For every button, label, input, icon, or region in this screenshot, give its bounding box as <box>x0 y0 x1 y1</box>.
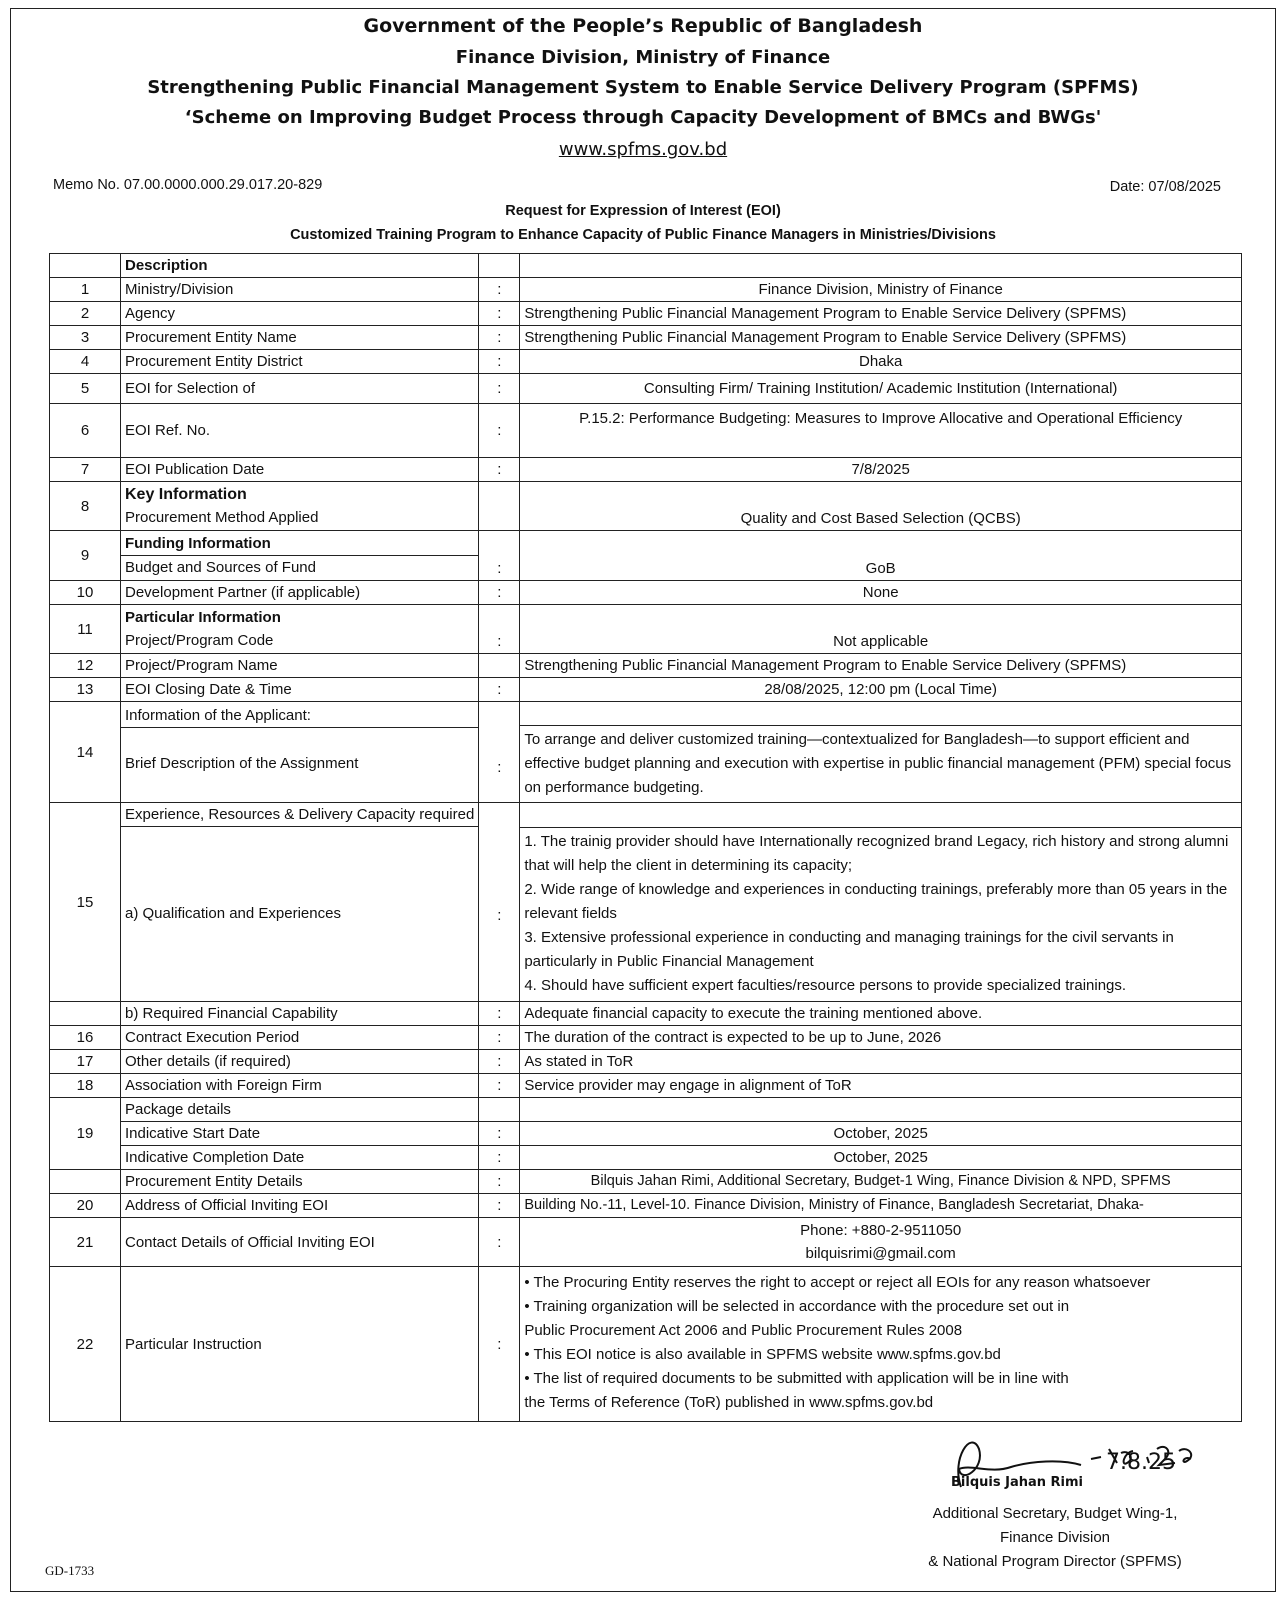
description-header: Description <box>121 254 479 278</box>
table-row: 10 Development Partner (if applicable) : None <box>50 581 1242 605</box>
eoi-table <box>49 253 1242 1422</box>
table-row: 22 Particular Instruction : • The Procuring Entity reserves the right to accept or reject all EOIs for any reason whatsoever • Training organization will be selected in accordance with the procedure set out in Public Procurement Act 2006 and Public Procurement Rules 2008 • This EOI notice is also available in SPFMS website www.spfms.gov.bd • The list of required documents to be submitted with application will be in line with the Terms of Reference (ToR) published in www.spfms.gov.bd <box>50 1267 1242 1422</box>
table-row: 19 Package details Indicative Start Date Indicative Completion Date : : October, 2025 October, 2025 <box>50 1098 1242 1170</box>
eoi-subtitle: Customized Training Program to Enhance Capacity of Public Finance Managers in Ministries/Divisions <box>290 227 996 243</box>
contact-email-link[interactable]: bilquisrimi@gmail.com <box>805 1245 956 1262</box>
footer-code: GD-1733 <box>45 1563 95 1578</box>
table-row: 3 Procurement Entity Name : Strengthening Public Financial Management Program to Enable Service Delivery (SPFMS) <box>50 326 1242 350</box>
memo-date: Date: 07/08/2025 <box>1109 179 1221 195</box>
table-row: 6 EOI Ref. No. : P.15.2: Performance Budgeting: Measures to Improve Allocative and Operational Efficiency <box>50 404 1242 458</box>
table-row: 7 EOI Publication Date : 7/8/2025 <box>50 458 1242 482</box>
table-row: 12 Project/Program Name Strengthening Public Financial Management Program to Enable Service Delivery (SPFMS) <box>50 654 1242 678</box>
table-row: 9 Funding Information Budget and Sources of Fund : GoB <box>50 531 1242 581</box>
table-row: 13 EOI Closing Date & Time : 28/08/2025, 12:00 pm (Local Time) <box>50 678 1242 702</box>
header-program: Strengthening Public Financial Management System to Enable Service Delivery Program (SPFMS) <box>147 77 1139 98</box>
table-row: 21 Contact Details of Official Inviting EOI : Phone: +880-2-9511050 bilquisrimi@gmail.com <box>50 1218 1242 1267</box>
table-row: 5 EOI for Selection of : Consulting Firm/ Training Institution/ Academic Institution (International) <box>50 374 1242 404</box>
table-row: 16 Contract Execution Period : The duration of the contract is expected to be up to June, 2026 <box>50 1026 1242 1050</box>
header-scheme: ‘Scheme on Improving Budget Process through Capacity Development of BMCs and BWGs' <box>184 107 1102 128</box>
table-row: Procurement Entity Details : Bilquis Jahan Rimi, Additional Secretary, Budget-1 Wing, Finance Division & NPD, SPFMS <box>50 1170 1242 1194</box>
table-row: 2 Agency : Strengthening Public Financial Management Program to Enable Service Delivery (SPFMS) <box>50 302 1242 326</box>
signatory-division: Finance Division <box>999 1529 1111 1546</box>
table-row: b) Required Financial Capability : Adequate financial capacity to execute the training mentioned above. <box>50 1002 1242 1026</box>
header-division: Finance Division, Ministry of Finance <box>455 47 831 68</box>
table-row <box>50 254 1242 278</box>
handwritten-date: 7.8.25 <box>1106 1450 1176 1475</box>
table-row: 18 Association with Foreign Firm : Service provider may engage in alignment of ToR <box>50 1074 1242 1098</box>
signatory-title: Additional Secretary, Budget Wing-1, <box>932 1505 1178 1522</box>
table-row: 20 Address of Official Inviting EOI : Building No.-11, Level-10. Finance Division, Ministry of Finance, Bangladesh Secretariat, Dhaka- <box>50 1194 1242 1218</box>
table-row: 11 Particular Information Project/Program Code : Not applicable <box>50 605 1242 654</box>
table-row: 14 Information of the Applicant: Brief Description of the Assignment : To arrange and deliver customized training—contextualized for Bangladesh—to support efficient and effective budget planning and execution with expertise in public financial management (PFM) special focus on performance budgeting. <box>50 702 1242 803</box>
table-row: 15 Experience, Resources & Delivery Capacity required a) Qualification and Experiences : 1. The trainig provider should have Internationally recognized brand Legacy, rich history and strong alumni that will help the client in determining its capacity; 2. Wide range of knowledge and experiences in conducting trainings, preferably more than 05 years in the relevant fields 3. Extensive professional experience in conducting and managing trainings for the civil servants in particularly in Public Financial Management 4. Should have sufficient expert faculties/resource persons to provide specialized trainings. <box>50 803 1242 1002</box>
signatory-role: & National Program Director (SPFMS) <box>928 1553 1182 1570</box>
signatory-name: Bilquis Jahan Rimi <box>951 1475 1083 1490</box>
table-row: 4 Procurement Entity District : Dhaka <box>50 350 1242 374</box>
table-row: 8 Key Information Procurement Method Applied Quality and Cost Based Selection (QCBS) <box>50 482 1242 531</box>
eoi-title: Request for Expression of Interest (EOI) <box>505 203 781 219</box>
table-row: 1 Ministry/Division : Finance Division, Ministry of Finance <box>50 278 1242 302</box>
header-government: Government of the People’s Republic of Bangladesh <box>363 15 923 37</box>
memo-number: Memo No. 07.00.0000.000.29.017.20-829 <box>53 177 323 193</box>
header-website-link[interactable]: www.spfms.gov.bd <box>558 139 728 160</box>
table-row: 17 Other details (if required) : As stated in ToR <box>50 1050 1242 1074</box>
document-page <box>10 8 1276 1592</box>
